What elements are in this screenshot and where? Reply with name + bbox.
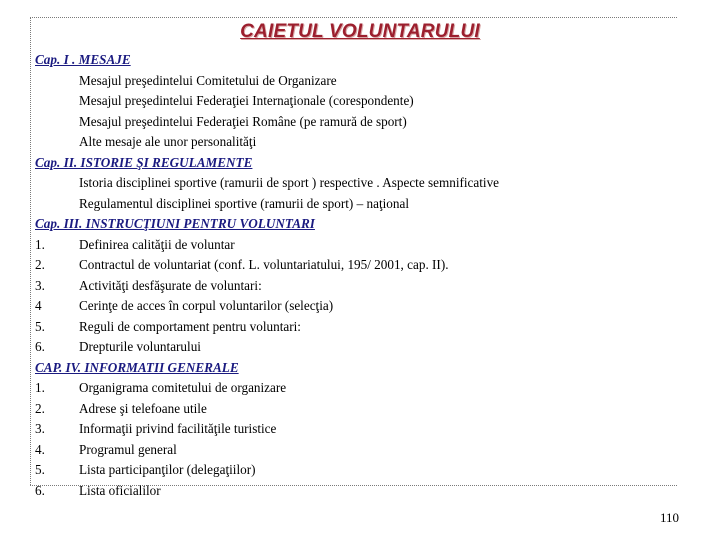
item-number: 4. [35,441,45,457]
section-heading-3: Cap. III. INSTRUCŢIUNI PENTRU VOLUNTARI [35,216,315,231]
item-text: Lista participanţilor (delegaţiilor) [79,462,256,477]
item-text: Adrese şi telefoane utile [79,400,207,416]
item-number: 6. [35,339,45,354]
numbered-item [35,440,705,461]
numbered-item [35,317,705,338]
item-text: Programul general [79,441,177,457]
item-text: Drepturile voluntarului [79,339,201,354]
numbered-item [35,337,705,358]
item-text: Reguli de comportament pentru voluntari: [79,318,301,334]
list-item: Alte mesaje ale unor personalităţi [79,134,257,149]
item-number: 3. [35,277,45,293]
item-text: Cerinţe de acces în corpul voluntarilor (selecţia) [79,298,334,313]
numbered-item [35,276,705,297]
section-heading-4: CAP. IV. INFORMATII GENERALE [35,359,239,375]
page-number: 110 [660,510,680,525]
item-number: 6. [35,482,45,498]
item-text: Definirea calităţii de voluntar [79,236,235,252]
page-title: CAIETUL VOLUNTARULUI [240,21,480,42]
item-number: 4 [35,298,42,313]
item-text: Contractul de voluntariat (conf. L. voluntariatului, 195/ 2001, cap. II). [79,257,449,272]
item-number: 1. [35,380,45,395]
numbered-item [35,235,705,256]
item-text: Informaţii privind facilităţile turistice [79,421,277,436]
numbered-item [35,481,705,502]
item-text: Organigrama comitetului de organizare [79,380,287,395]
numbered-item [35,296,705,317]
list-item: Mesajul preşedintelui Comitetului de Organizare [79,72,337,88]
section-heading-1: Cap. I . MESAJE [35,52,131,67]
item-number: 2. [35,257,45,272]
list-item: Istoria disciplinei sportive (ramurii de sport ) respective . Aspecte semnificative [79,175,500,190]
list-item: Regulamentul disciplinei sportive (ramurii de sport) – naţional [79,195,409,211]
content [35,50,705,501]
numbered-item [35,378,705,399]
item-text: Lista oficialilor [79,482,161,498]
list-item: Mesajul preşedintelui Federaţiei Internaţionale (corespondente) [79,93,414,108]
numbered-item [35,460,705,481]
numbered-item [35,255,705,276]
item-number: 5. [35,462,45,477]
item-number: 1. [35,236,45,252]
item-number: 2. [35,400,45,416]
item-text: Activităţi desfăşurate de voluntari: [79,277,262,293]
item-number: 3. [35,421,45,436]
top-rule [30,17,677,18]
numbered-item [35,419,705,440]
left-rule [30,17,31,485]
numbered-item [35,399,705,420]
list-item: Mesajul preşedintelui Federaţiei Române (pe ramură de sport) [79,113,407,129]
section-heading-2: Cap. II. ISTORIE ŞI REGULAMENTE [35,154,253,170]
item-number: 5. [35,318,45,334]
